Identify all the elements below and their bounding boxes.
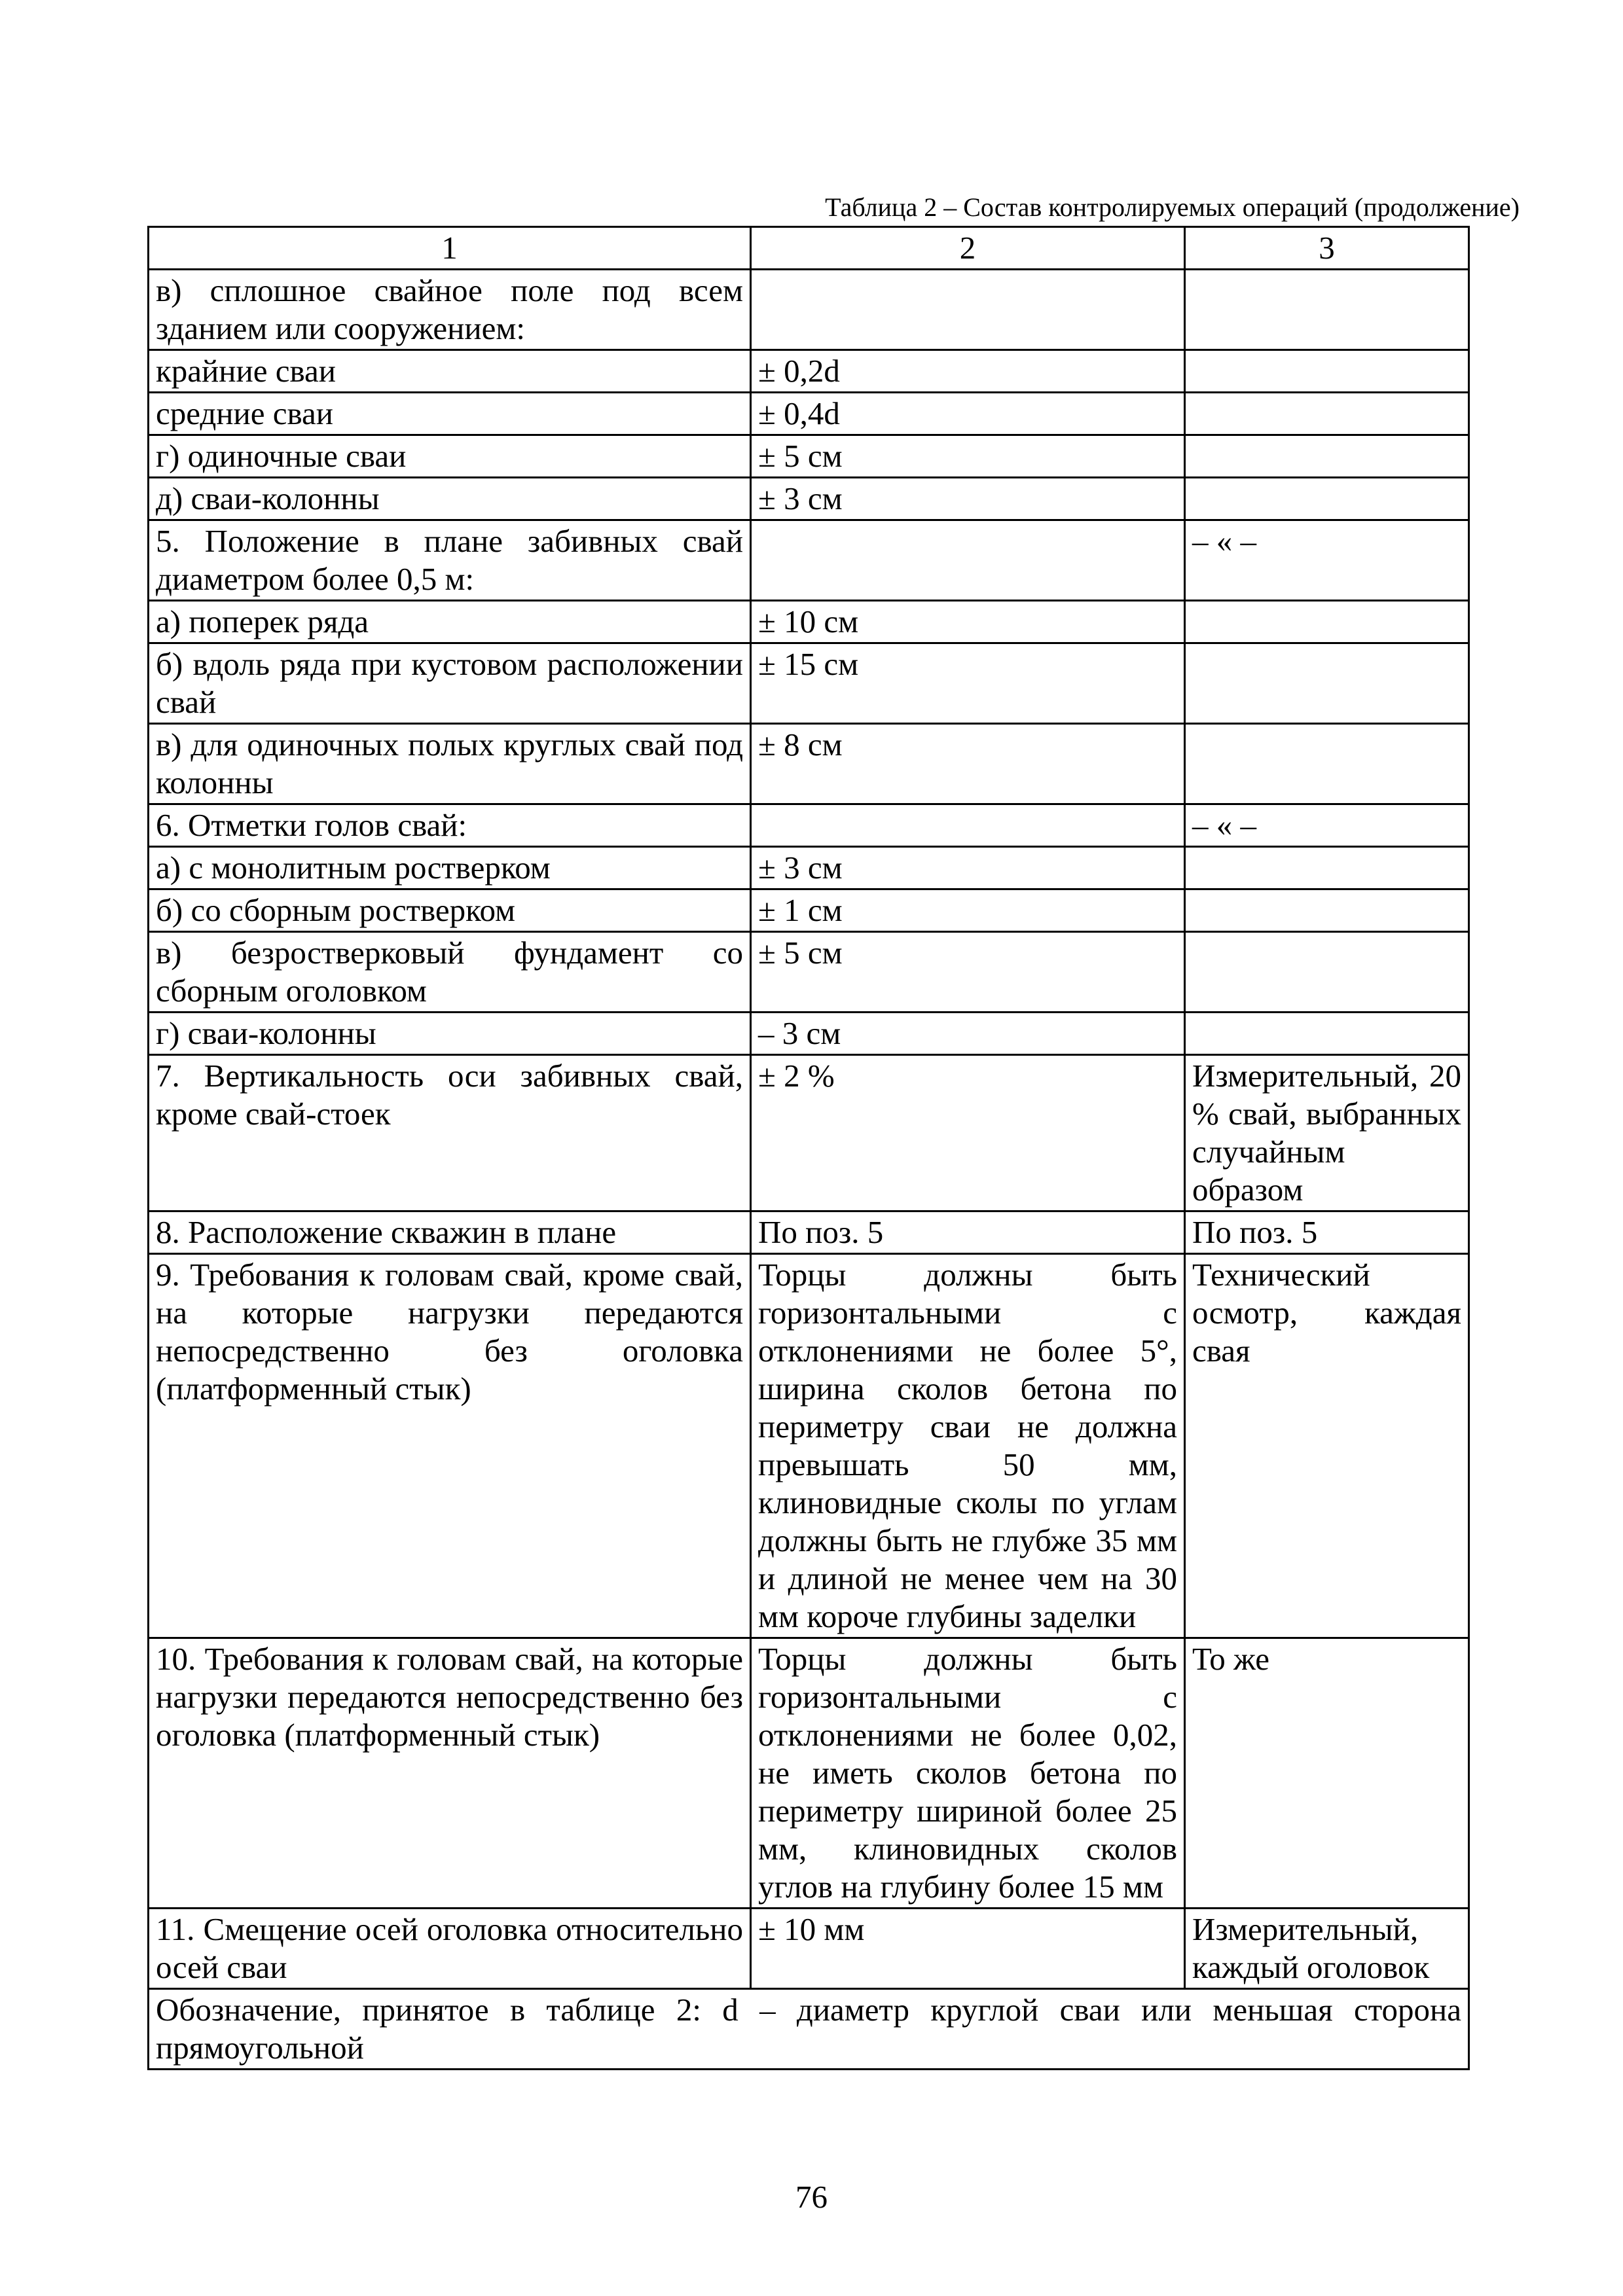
- operation-cell: 8. Расположение скважин в плане: [149, 1211, 751, 1254]
- operation-cell: в) безростверковый фундамент со сборным оголовком: [149, 932, 751, 1013]
- tolerance-cell: ± 3 см: [751, 478, 1185, 520]
- operation-cell: б) вдоль ряда при кустовом расположении свай: [149, 643, 751, 724]
- tolerance-cell: ± 5 см: [751, 435, 1185, 478]
- table-row: [149, 1055, 1469, 1211]
- control-method-cell: [1185, 889, 1469, 932]
- control-operations-table: [147, 226, 1470, 2070]
- table-row: [149, 847, 1469, 889]
- table-row: [149, 393, 1469, 435]
- operation-cell: в) для одиночных полых круглых свай под колонны: [149, 724, 751, 804]
- tolerance-cell: [751, 804, 1185, 847]
- operation-cell: д) сваи-колонны: [149, 478, 751, 520]
- table-row: [149, 1211, 1469, 1254]
- operation-cell: в) сплошное свайное поле под всем зданием или сооружением:: [149, 270, 751, 350]
- control-method-cell: По поз. 5: [1185, 1211, 1469, 1254]
- control-method-cell: Измерительный, каждый оголовок: [1185, 1909, 1469, 1989]
- operation-cell: средние сваи: [149, 393, 751, 435]
- table-row: [149, 1909, 1469, 1989]
- operation-cell: а) поперек ряда: [149, 601, 751, 643]
- operation-cell: 10. Требования к головам свай, на которые нагрузки передаются непосредственно без оголовка (платформенный стык): [149, 1638, 751, 1909]
- tolerance-cell: ± 8 см: [751, 724, 1185, 804]
- control-method-cell: Измерительный, 20 % свай, выбранных случайным образом: [1185, 1055, 1469, 1211]
- table-row: [149, 478, 1469, 520]
- operation-cell: а) с монолитным ростверком: [149, 847, 751, 889]
- tolerance-cell: Торцы должны быть горизонтальными с отклонениями не более 0,02, не иметь сколов бетона по периметру шириной более 25 мм, клиновидных сколов углов на глубину более 15 мм: [751, 1638, 1185, 1909]
- table-row: [149, 435, 1469, 478]
- control-method-cell: Технический осмотр, каждая свая: [1185, 1254, 1469, 1638]
- table-row: [149, 804, 1469, 847]
- header-cell: 1: [149, 227, 751, 270]
- operation-cell: 9. Требования к головам свай, кроме свай, на которые нагрузки передаются непосредственно без оголовка (платформенный стык): [149, 1254, 751, 1638]
- tolerance-cell: ± 2 %: [751, 1055, 1185, 1211]
- control-method-cell: [1185, 643, 1469, 724]
- tolerance-cell: Торцы должны быть горизонтальными с отклонениями не более 5°, ширина сколов бетона по периметру сваи не должна превышать 50 мм, клиновидные сколы по углам должны быть не глубже 35 мм и длиной не менее чем на 30 мм короче глубины заделки: [751, 1254, 1185, 1638]
- header-cell: 2: [751, 227, 1185, 270]
- control-method-cell: – « –: [1185, 520, 1469, 601]
- operation-cell: г) одиночные сваи: [149, 435, 751, 478]
- control-method-cell: [1185, 478, 1469, 520]
- table-row: [149, 270, 1469, 350]
- table-row: [149, 1013, 1469, 1055]
- tolerance-cell: ± 15 см: [751, 643, 1185, 724]
- tolerance-cell: [751, 270, 1185, 350]
- control-method-cell: То же: [1185, 1638, 1469, 1909]
- tolerance-cell: ± 1 см: [751, 889, 1185, 932]
- operation-cell: б) со сборным ростверком: [149, 889, 751, 932]
- operation-cell: 11. Смещение осей оголовка относительно осей сваи: [149, 1909, 751, 1989]
- tolerance-cell: ± 0,4d: [751, 393, 1185, 435]
- operation-cell: 5. Положение в плане забивных свай диаметром более 0,5 м:: [149, 520, 751, 601]
- control-method-cell: [1185, 1013, 1469, 1055]
- tolerance-cell: ± 10 мм: [751, 1909, 1185, 1989]
- table-row: [149, 724, 1469, 804]
- control-method-cell: [1185, 847, 1469, 889]
- page-number: 76: [795, 2179, 828, 2215]
- operation-cell: 7. Вертикальность оси забивных свай, кроме свай-стоек: [149, 1055, 751, 1211]
- tolerance-cell: ± 10 см: [751, 601, 1185, 643]
- header-cell: 3: [1185, 227, 1469, 270]
- control-method-cell: [1185, 350, 1469, 393]
- control-method-cell: – « –: [1185, 804, 1469, 847]
- table-note-row: [149, 1989, 1469, 2070]
- control-method-cell: [1185, 724, 1469, 804]
- table-row: [149, 1638, 1469, 1909]
- table-row: [149, 643, 1469, 724]
- table-row: [149, 1254, 1469, 1638]
- tolerance-cell: – 3 см: [751, 1013, 1185, 1055]
- operation-cell: 6. Отметки голов свай:: [149, 804, 751, 847]
- table-row: [149, 889, 1469, 932]
- tolerance-cell: ± 0,2d: [751, 350, 1185, 393]
- table-note: Обозначение, принятое в таблице 2: d – диаметр круглой сваи или меньшая сторона прямоугольной: [149, 1989, 1469, 2070]
- operation-cell: крайние сваи: [149, 350, 751, 393]
- tolerance-cell: ± 5 см: [751, 932, 1185, 1013]
- table-row: [149, 350, 1469, 393]
- table-row: [149, 932, 1469, 1013]
- tolerance-cell: ± 3 см: [751, 847, 1185, 889]
- control-method-cell: [1185, 435, 1469, 478]
- control-method-cell: [1185, 601, 1469, 643]
- table-caption: Таблица 2 – Состав контролируемых операций (продолжение): [825, 192, 1520, 222]
- tolerance-cell: [751, 520, 1185, 601]
- table-row: [149, 601, 1469, 643]
- control-method-cell: [1185, 393, 1469, 435]
- table-header-row: [149, 227, 1469, 270]
- operation-cell: г) сваи-колонны: [149, 1013, 751, 1055]
- control-method-cell: [1185, 932, 1469, 1013]
- control-method-cell: [1185, 270, 1469, 350]
- table-row: [149, 520, 1469, 601]
- tolerance-cell: По поз. 5: [751, 1211, 1185, 1254]
